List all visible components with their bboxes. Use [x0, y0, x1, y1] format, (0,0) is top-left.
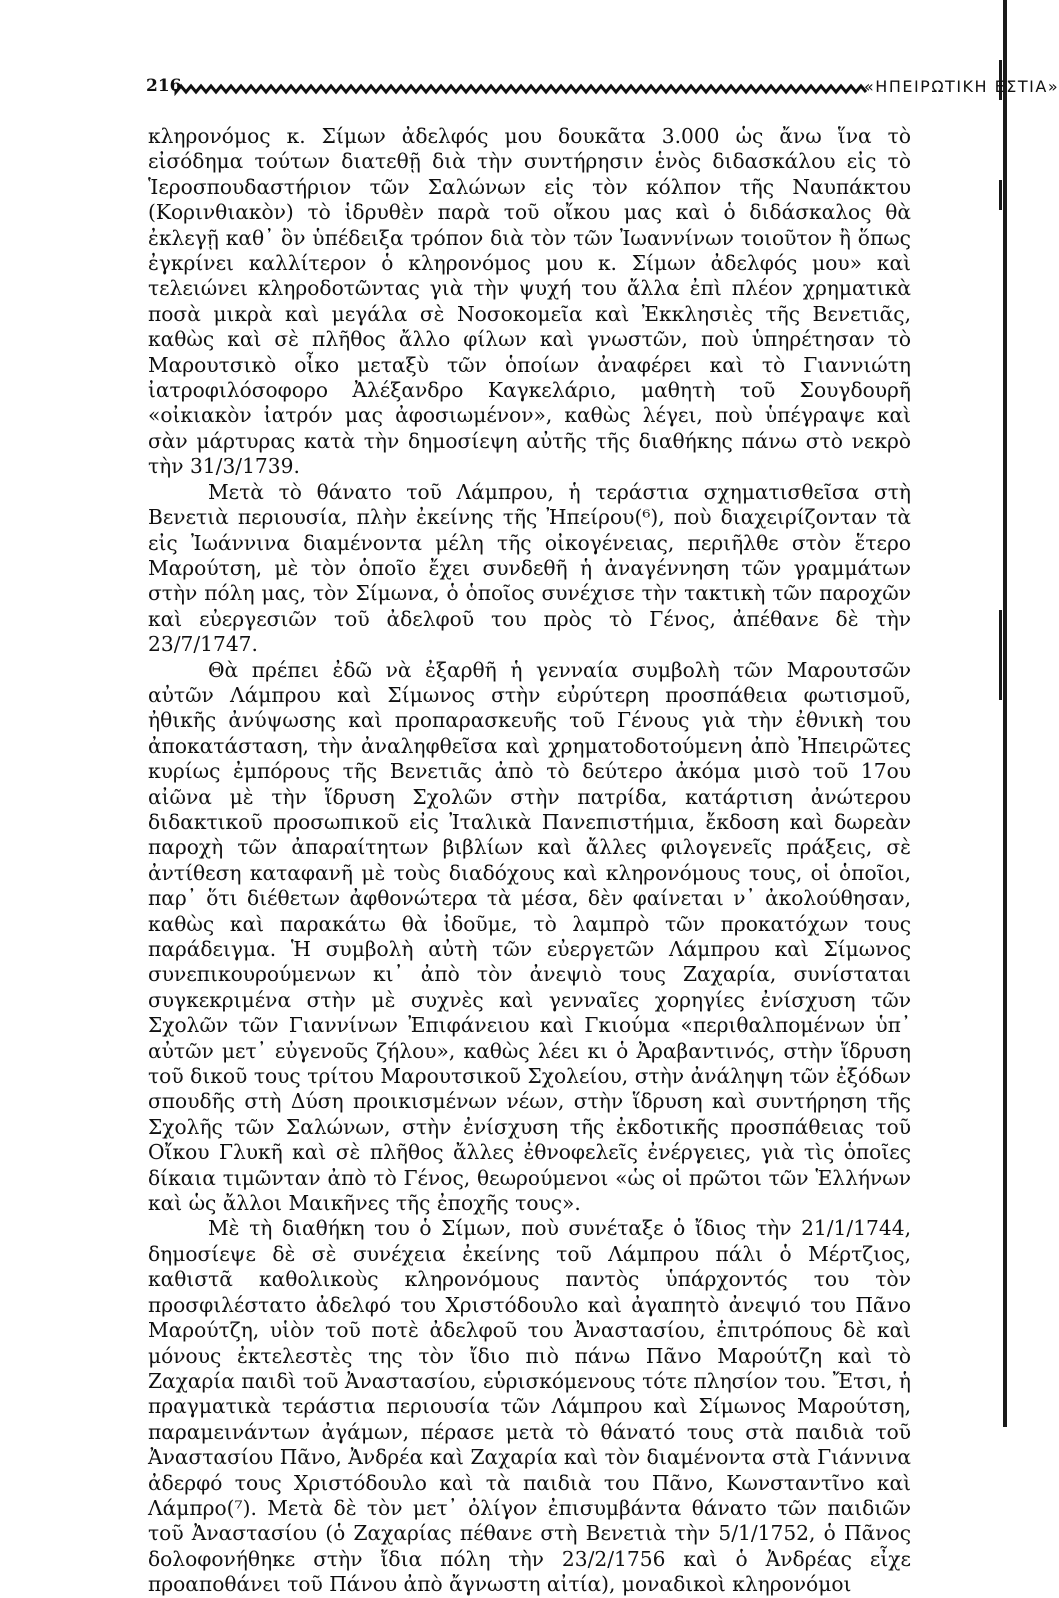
scan-edge-mark: [999, 610, 1002, 700]
scan-edge-mark: [999, 180, 1002, 210]
page-number: 216: [146, 76, 182, 96]
paragraph: Μετὰ τὸ θάνατο τοῦ Λάμπρου, ἡ τεράστια σχηματισθεῖσα στὴ Βενετιὰ περιουσία, πλὴν ἐκείνης τῆς Ἠπείρου(⁶), ποὺ διαχειρίζονταν τὰ εἰς Ἰωάννινα διαμένοντα μέλη τῆς οἰκογένειας, περιῆλθε στὸν ἕτερο Μαρούτση, μὲ τὸν ὁποῖο ἔχει συνδεθῆ ἡ ἀναγέννηση τῶν γραμμάτων στὴν πόλη μας, τὸν Σίμωνα, ὁ ὁποῖος συνέχισε τὴν τακτικὴ τῶν παροχῶν καὶ εὐεργεσιῶν τοῦ ἀδελφοῦ του πρὸς τὸ Γένος, ἀπέθανε δὲ τὴν 23/7/1747.: [148, 479, 911, 657]
journal-title: «ΗΠΕΙΡΩΤΙΚΗ ΕΣΤΙΑ»: [864, 77, 1059, 96]
page-header: [146, 76, 1059, 106]
scan-edge-line: [1003, 0, 1007, 1427]
paragraph-continued: κληρονόμος κ. Σίμων ἀδελφός μου δουκᾶτα 3.000 ὡς ἄνω ἵνα τὸ εἰσόδημα τούτων διατεθῇ διὰ τὴν συντήρησιν ἑνὸς διδασκάλου εἰς τὸ Ἱεροσπουδαστήριον τῶν Σαλώνων εἰς τὸν κόλπον τῆς Ναυπάκτου (Κορινθιακὸν) τὸ ἱδρυθὲν παρὰ τοῦ οἴκου μας καὶ ὁ διδάσκαλος θὰ ἐκλεγῇ καθ᾽ ὃν ὑπέδειξα τρόπον διὰ τὸν τῶν Ἰωαννίνων τοιοῦτον ἢ ὅπως ἐγκρίνει καλλίτερον ὁ κληρονόμος μου κ. Σίμων ἀδελφός μου» καὶ τελειώνει κληροδοτῶντας γιὰ τὴν ψυχή του ἄλλα ἐπὶ πλέον χρηματικὰ ποσὰ μικρὰ καὶ μεγάλα σὲ Νοσοκομεῖα καὶ Ἐκκλησιὲς τῆς Βενετιᾶς, καθὼς καὶ σὲ πλῆθος ἄλλο φίλων καὶ γνωστῶν, ποὺ ὑπηρέτησαν τὸ Μαρουτσικὸ οἶκο μεταξὺ τῶν ὁποίων ἀναφέρει καὶ τὸ Γιαννιώτη ἰατροφιλόσοφορο Ἀλέξανδρο Καγκελάριο, μαθητὴ τοῦ Σουγδουρῆ «οἰκιακὸν ἰατρόν μας ἀφοσιωμένον», καθὼς λέγει, ποὺ ὑπέγραψε καὶ σὰν μάρτυρας κατὰ τὴν δημοσίεψη αὐτῆς τῆς διαθήκης πάνω στὸ νεκρὸ τὴν 31/3/1739.: [148, 124, 911, 479]
article-body: [148, 124, 911, 1598]
decorative-wave-rule: [176, 82, 866, 96]
paragraph: Μὲ τὴ διαθήκη του ὁ Σίμων, ποὺ συνέταξε ὁ ἴδιος τὴν 21/1/1744, δημοσίεψε δὲ σὲ συνέχεια ἐκείνης τοῦ Λάμπρου πάλι ὁ Μέρτζιος, καθιστᾶ καθολικοὺς κληρονόμους παντὸς ὑπάρχοντός του τὸν προσφιλέστατο ἀδελφό του Χριστόδουλο καὶ ἀγαπητὸ ἀνεψιό του Πᾶνο Μαρούτζη, υἱὸν τοῦ ποτὲ ἀδελφοῦ του Ἀναστασίου, ἐπιτρόπους δὲ καὶ μόνους ἐκτελεστὲς της τὸν ἴδιο πιὸ πάνω Πᾶνο Μαρούτζη καὶ τὸ Ζαχαρία παιδὶ τοῦ Ἀναστασίου, εὑρισκόμενους τότε πλησίον του. Ἔτσι, ἡ πραγματικὰ τεράστια περιουσία τῶν Λάμπρου καὶ Σίμωνος Μαρούτση, παραμεινάντων ἀγάμων, πέρασε μετὰ τὸ θάνατό τους στὰ παιδιὰ τοῦ Ἀναστασίου Πᾶνο, Ἀνδρέα καὶ Ζαχαρία καὶ τὸν διαμένοντα στὰ Γιάννινα ἀδερφό τους Χριστόδουλο καὶ τὰ παιδιὰ του Πᾶνο, Κωνσταντῖνο καὶ Λάμπρο(⁷). Μετὰ δὲ τὸν μετ᾽ ὀλίγον ἐπισυμβάντα θάνατο τῶν παιδιῶν τοῦ Ἀναστασίου (ὁ Ζαχαρίας πέθανε στὴ Βενετιὰ τὴν 5/1/1752, ὁ Πᾶνος δολοφονήθηκε στὴν ἴδια πόλη τὴν 23/2/1756 καὶ ὁ Ἀνδρέας εἶχε προαποθάνει τοῦ Πάνου ἀπὸ ἄγνωστη αἰτία), μοναδικοὶ κληρονόμοι: [148, 1216, 911, 1597]
paragraph: Θὰ πρέπει ἐδῶ νὰ ἐξαρθῆ ἡ γενναία συμβολὴ τῶν Μαρουτσῶν αὐτῶν Λάμπρου καὶ Σίμωνος στὴν εὐρύτερη προσπάθεια φωτισμοῦ, ἠθικῆς ἀνύψωσης καὶ προπαρασκευῆς τοῦ Γένους γιὰ τὴν ἐθνικὴ του ἀποκατάσταση, τὴν ἀναληφθεῖσα καὶ χρηματοδοτούμενη ἀπὸ Ἠπειρῶτες κυρίως ἐμπόρους τῆς Βενετιᾶς ἀπὸ τὸ δεύτερο ἀκόμα μισὸ τοῦ 17ου αἰῶνα μὲ τὴν ἵδρυση Σχολῶν στὴν πατρίδα, κατάρτιση ἀνώτερου διδακτικοῦ προσωπικοῦ εἰς Ἰταλικὰ Πανεπιστήμια, ἔκδοση καὶ δωρεὰν παροχὴ τῶν ἀπαραίτητων βιβλίων καὶ ἄλλες φιλογενεῖς πράξεις, σὲ ἀντίθεση καταφανῆ μὲ τοὺς διαδόχους καὶ κληρονόμους τους, οἱ ὁποῖοι, παρ᾽ ὅτι διέθετων ἀφθονώτερα τὰ μέσα, δὲν φαίνεται ν᾽ ἀκολούθησαν, καθὼς καὶ παρακάτω θὰ ἰδοῦμε, τὸ λαμπρὸ τῶν προκατόχων τους παράδειγμα. Ἡ συμβολὴ αὐτὴ τῶν εὐεργετῶν Λάμπρου καὶ Σίμωνος συνεπικουρούμενων κι᾽ ἀπὸ τὸν ἀνεψιὸ τους Ζαχαρία, συνίσταται συγκεκριμένα στὴν μὲ συχνὲς καὶ γενναῖες χορηγίες ἐνίσχυση τῶν Σχολῶν τῶν Γιαννίνων Ἐπιφάνειου καὶ Γκιούμα «περιθαλπομένων ὑπ᾽ αὐτῶν μετ᾽ εὐγενοῦς ζήλου», καθὼς λέει κι ὁ Ἀραβαντινός, στὴν ἵδρυση τοῦ δικοῦ τους τρίτου Μαρουτσικοῦ Σχολείου, στὴν ἀνάληψη τῶν ἐξόδων σπουδῆς στὴ Δύση προικισμένων νέων, στὴν ἵδρυση καὶ συντήρηση τῆς Σχολῆς τῶν Σαλώνων, στὴν ἐνίσχυση τῆς ἐκδοτικῆς προσπάθειας τοῦ Οἴκου Γλυκῆ καὶ σὲ πλῆθος ἄλλες ἐθνοφελεῖς ἐνέργειες, γιὰ τὶς ὁποῖες δίκαια τιμῶνταν ἀπὸ τὸ Γένος, θεωρούμενοι «ὡς οἱ πρῶτοι τῶν Ἑλλήνων καὶ ὡς ἄλλοι Μαικῆνες τῆς ἐποχῆς τους».: [148, 657, 911, 1216]
